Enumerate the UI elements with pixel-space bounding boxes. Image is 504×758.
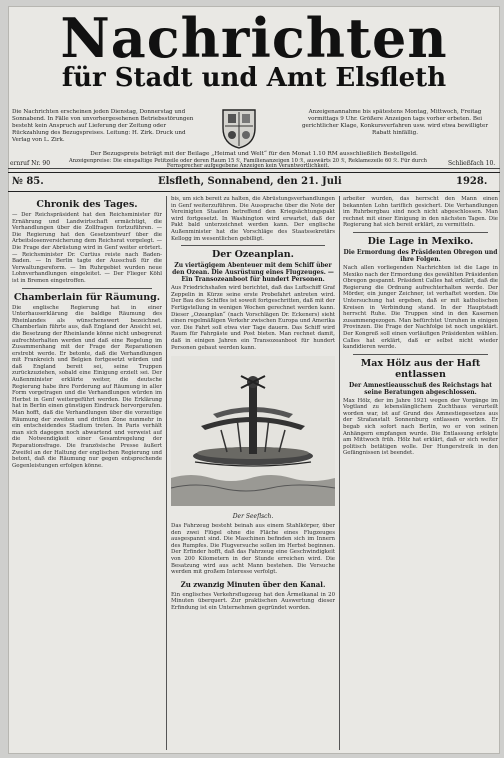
town-crest-icon bbox=[220, 106, 258, 150]
column-2 bbox=[171, 196, 335, 752]
article-body: arbeiter wurden, das herrscht den Mann einen bekannten Lohn tariflich gesichert. Die Verhandlungen im Ruhrbergbau sind noch nicht abgeschlossen. Man rechnet mit einer Einigung in den nächsten Tagen. Die Regierung hat sich bereit erklärt, zu vermitteln. bbox=[343, 196, 498, 229]
illustration-caption: Der Seeflsch. bbox=[232, 513, 274, 521]
publication-info: Die Nachrichten erscheinen jeden Dienstag, Donnerstag und Sonnabend. In Fälle von unvorhergesehenen Betriebsstörungen besteht kein Anspruch auf Lieferung der Zeitung oder Rückzahlung des Bezugspreises. Leitung: H. Zirk. Druck und Verlag von L. Zirk. bbox=[12, 109, 194, 143]
advertising-info: Anzeigenannahme bis spätestens Montag, Mittwoch, Freitag vormittags 9 Uhr. Größere Anzeigen tags vorher erbeten. Bei gerichtlicher Klage, Konkursverfahren usw. wird etwa bewilligter Rabatt hinfällig. bbox=[301, 109, 489, 136]
article-heading: Der Ozeanplan. bbox=[212, 249, 294, 261]
article-heading: Chronik des Tages. bbox=[36, 199, 138, 210]
column-rule bbox=[339, 196, 340, 750]
column-rule bbox=[166, 196, 167, 750]
newspaper-page bbox=[8, 6, 500, 754]
article-body: Nach allen vorliegenden Nachrichten ist die Lage in Mexiko nach der Ermordung des gewählten Präsidenten Obregon gespannt. Präsident Calles hat erklärt, daß die Regierung die Ordnung aufrechterhalten werde. Der Mörder, ein junger Zeichner, ist verhaftet worden. Die Untersuchung hat ergeben, daß er mit katholischen Kreisen in Verbindung stand. In der Hauptstadt herrscht Ruhe. Die Truppen sind in den Kasernen zusammengezogen. Man befürchtet Unruhen in einigen Provinzen. Die Frage der Nachfolge ist noch ungeklärt. Der Kongreß soll einen vorläufigen Präsidenten wählen. Calles hat erklärt, daß er selbst nicht wieder kandidieren werde. bbox=[343, 264, 498, 351]
article-body: bis, um sich bereit zu halten, die Abrüstungsverhandlungen in Genf weiterzuführen. Die Aussprache über die Note der Vereinigten Staaten betreffend den Kriegsächtungspakt wird fortgesetzt. In Washington wird erwartet, daß der Pakt bald unterzeichnet werden kann. Der englische Außenminister hat die Vorschläge des Staatssekretärs Kellogg im wesentlichen gebilligt. bbox=[171, 196, 335, 242]
article-subheading: Die Ermordung des Präsidenten Obregon und ihre Folgen. bbox=[343, 248, 498, 263]
divider bbox=[353, 232, 488, 233]
issue-bar bbox=[8, 172, 500, 192]
article-heading: Max Hölz aus der Haft entlassen bbox=[360, 357, 481, 380]
column-1 bbox=[12, 196, 162, 752]
seaplane-illustration bbox=[171, 356, 335, 506]
newspaper-subtitle: für Stadt und Amt Elsfleth bbox=[61, 63, 447, 93]
newspaper-title: Nachrichten bbox=[60, 6, 448, 70]
article-heading: Die Lage in Mexiko. bbox=[367, 235, 474, 247]
article-body: Aus Friedrichshafen wird berichtet, daß das Luftschiff Graf Zeppelin in Kürze seine erste Probefahrt antreten wird. Der Bau des Schiffes ist soweit fortgeschritten, daß mit der Fertigstellung in wenigen Wochen gerechnet werden kann. Dieser „Ozeanplan“ (nach Vorschlägen Dr. Eckeners) sieht einen regelmäßigen Verkehr zwischen Europa und Amerika vor. Die Fahrt soll etwa vier Tage dauern. Das Schiff wird Raum für Fahrgäste und Post bieten. Man rechnet damit, daß in einigen Jahren ein Transozeanboot für hundert Personen gebaut werden kann. bbox=[171, 285, 335, 351]
article-subheading: Zu viertägigem Abenteuer mit dem Schiff über den Ozean. Die Ausrüstung eines Flugzeuges. — Ein Transozeanboot für hundert Personen. bbox=[172, 262, 334, 284]
phone-number: ernruf Nr. 90 bbox=[10, 160, 51, 167]
article-body: — Der Reichspräsident hat den Reichsminister für Ernährung und Landwirtschaft ermächtigt, die Verhandlungen über die Zollfragen fortzuführen. — Die Regierung hat den Gesetzentwurf über die Arbeitslosenversicherung dem Reichsrat vorgelegt. — Die Frage der Abrüstung wird in Genf weiter erörtert. — Reichsminister Dr. Curtius reiste nach Baden-Baden. — In Berlin tagte der Ausschuß für die Verwaltungsreform. — Im Ruhrgebiet wurden neue Lohnverhandlungen eingeleitet. — Der Flieger Köhl ist in Bremen eingetroffen. bbox=[12, 212, 162, 284]
article-body: Das Fahrzeug besteht beinah aus einem Stahlkörper, über den zwei Flügel ohne die Fläche eines Flugzeuges ausgespannt sind. Die Maschinen befinden sich im Innern des Rumpfes. Die Flugversuche sollen im Herbst beginnen. Der Erfinder hofft, daß das Fahrzeug eine Geschwindigkeit von 200 Kilometern in der Stunde erreichen wird. Die Besatzung wird aus acht Mann bestehen. Die Versuche werden mit großem Interesse verfolgt. bbox=[171, 523, 335, 576]
divider bbox=[22, 288, 152, 289]
ad-prices: Anzeigenpreise: Die einspaltige Petitzeile oder deren Raum 15 ℛ, Familienanzeigen 10 ℛ, auswärts 20 ℛ, Reklamezeile 60 ℛ. Für durch Fernsprecher aufgegebene Anzeigen kein Verantwortlichkeit. bbox=[69, 158, 427, 169]
masthead bbox=[8, 6, 500, 104]
article-body: Die englische Regierung hat in einer Unterhauserklärung die baldige Räumung des Rheinlandes als wünschenswert bezeichnet. Chamberlain führte aus, daß England der Ansicht sei, die Besetzung der Rheinlande könne nicht unbegrenzt aufrechterhalten werden und daß eine Regelung im Zusammenhang mit der Frage der Reparationen erstrebt werde. Er betonte, daß die Verhandlungen mit Frankreich und Belgien fortgesetzt würden und daß England bereit sei, seine Truppen zurückzuziehen, sobald eine Einigung erzielt sei. Der Außenminister erklärte weiter, die deutsche Regierung habe ihre Forderung auf Räumung in aller Form vorgetragen und die Verhandlungen würden im Herbst in Genf weitergeführt werden. Die Erklärung hat in Berlin einen günstigen Eindruck hervorgerufen. Man hofft, daß die Verhandlungen über die vorzeitige Räumung der zweiten und dritten Zone nunmehr in ein entscheidendes Stadium treten. In Paris verhält man sich dagegen noch abwartend und verweist auf die Notwendigkeit einer Gesamtregelung der Reparationsfrage. Die französische Presse äußert Zweifel an der Haltung der englischen Regierung und betont, daß die Räumung nur gegen entsprechende Gegenleistungen erfolgen könne. bbox=[12, 304, 162, 469]
issue-year: 1928. bbox=[456, 176, 488, 187]
po-box: Schließfach 10. bbox=[448, 160, 496, 167]
article-heading: Chamberlain für Räumung. bbox=[13, 291, 161, 303]
issue-number: № 85. bbox=[12, 176, 44, 187]
dateline: Elsfleth, Sonnabend, den 21. Juli bbox=[158, 176, 342, 187]
article-body: Max Hölz, der im Jahre 1921 wegen der Vorgänge im Vogtland zu lebenslänglichem Zuchthaus verurteilt worden war, ist auf Grund des Amnestiegesetzes aus der Strafanstalt Sonnenburg entlassen worden. Er begab sich sofort nach Berlin, wo er von seinen Anhängern empfangen wurde. Die Entlassung erfolgte am Mittwoch früh. Hölz hat erklärt, daß er sich weiter politisch betätigen wolle. Der Hungerstreik in den Gefängnissen ist beendet. bbox=[343, 397, 498, 457]
column-3 bbox=[343, 196, 498, 752]
divider bbox=[181, 245, 325, 246]
divider bbox=[353, 354, 488, 355]
article-heading: Zu zwanzig Minuten über den Kanal. bbox=[180, 579, 326, 589]
price-strip bbox=[8, 159, 500, 169]
article-body: Ein englisches Verkehrsflugzeug hat den Ärmelkanal in 20 Minuten überquert. Zur praktischen Auswertung dieser Erfindung ist ein Unternehmen gegründet worden. bbox=[171, 591, 335, 612]
subscription-note: Der Bezugspreis beträgt mit der Beilage „Heimat und Welt“ für den Monat 1.10 RM ausschließlich Bestellgeld. bbox=[90, 151, 418, 157]
article-subheading: Der Amnestieausschuß des Reichstags hat seine Beratungen abgeschlossen. bbox=[348, 381, 493, 396]
